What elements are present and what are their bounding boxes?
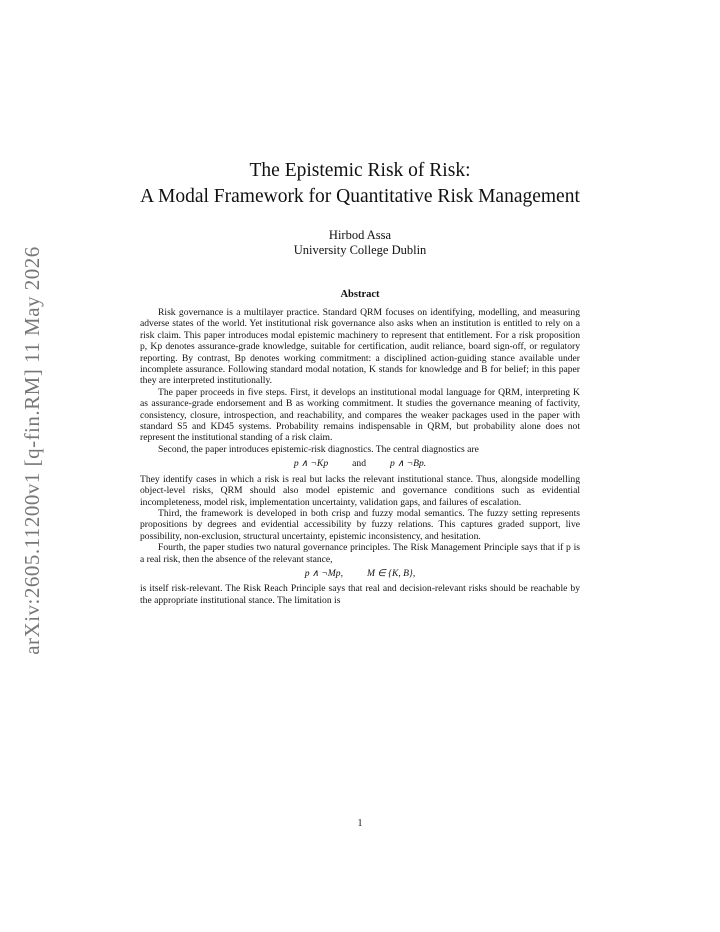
abstract-heading: Abstract: [340, 289, 380, 300]
abstract-paragraph-2: The paper proceeds in five steps. First, it develops an institutional modal language for QRM, interpreting K as assurance-grade endorsement and B as working commitment. It studies the governance meaning of factivity, consistency, closure, introspection, and reachability, and compares the weaker packages used in the paper with standard S5 and KD45 systems. Probability remains indispensable in QRM, but probability alone does not represent the institutional standing of a risk claim.: [140, 386, 580, 444]
author-block: [0, 228, 720, 258]
equation-and: and: [352, 458, 366, 470]
title-line-1: The Epistemic Risk of Risk:: [249, 160, 471, 181]
abstract-paragraph-4: They identify cases in which a risk is real but lacks the relevant institutional stance. Thus, alongside modelling object-level risks, QRM should also model epistemic and governance conditions such as evidential incompleteness, model risk, implementation uncertainty, validation gaps, and failures of escalation.: [140, 473, 580, 508]
abstract-paragraph-3: Second, the paper introduces epistemic-risk diagnostics. The central diagnostics are: [158, 443, 479, 455]
equation2-left: p ∧ ¬Mp,: [304, 567, 343, 579]
author-name: Hirbod Assa: [328, 228, 392, 242]
abstract-body: [140, 307, 580, 606]
abstract-paragraph-1: Risk governance is a multilayer practice. Standard QRM focuses on identifying, modelling, and measuring adverse states of the world. Yet institutional risk governance also asks when an institution is entitled to rely on a risk claim. This paper introduces modal epistemic machinery to represent that entitlement. For a risk proposition p, Kp denotes assurance-grade knowledge, suitable for certification, audit reliance, board sign-off, or regulatory reporting. By contrast, Bp denotes working commitment: a disciplined action-guiding stance available under incomplete assurance. Following standard modal notation, K stands for knowledge and B for belief; in this paper they are interpreted institutionally.: [140, 307, 580, 387]
arxiv-identifier: arXiv:2605.11200v1 [q-fin.RM] 11 May 2026: [19, 245, 44, 655]
abstract-paragraph-6: Fourth, the paper studies two natural governance principles. The Risk Management Principle says that if p is a real risk, then the absence of the relevant stance,: [140, 542, 580, 565]
equation-diagnostics: [140, 458, 580, 469]
title-line-2: A Modal Framework for Quantitative Risk Management: [140, 186, 580, 207]
equation2-right: M ∈ {K, B},: [367, 567, 416, 579]
arxiv-sidebar-stamp: [12, 240, 52, 660]
equation-right: p ∧ ¬Bp.: [390, 458, 427, 470]
page-number: 1: [357, 818, 363, 829]
paper-title: [0, 158, 720, 210]
abstract-paragraph-5: Third, the framework is developed in both crisp and fuzzy modal semantics. The fuzzy setting represents propositions by degrees and evidential accessibility by fuzzy relations. This captures graded support, live possibility, non-exclusion, structural uncertainty, epistemic inconsistency, and hesitation.: [140, 507, 580, 542]
author-affiliation: University College Dublin: [293, 243, 427, 257]
equation-left: p ∧ ¬Kp: [293, 458, 329, 470]
abstract-paragraph-7: is itself risk-relevant. The Risk Reach Principle says that real and decision-relevant risks should be reachable by the appropriate institutional stance. The limitation is: [140, 583, 580, 606]
equation-risk-management: [140, 568, 580, 579]
